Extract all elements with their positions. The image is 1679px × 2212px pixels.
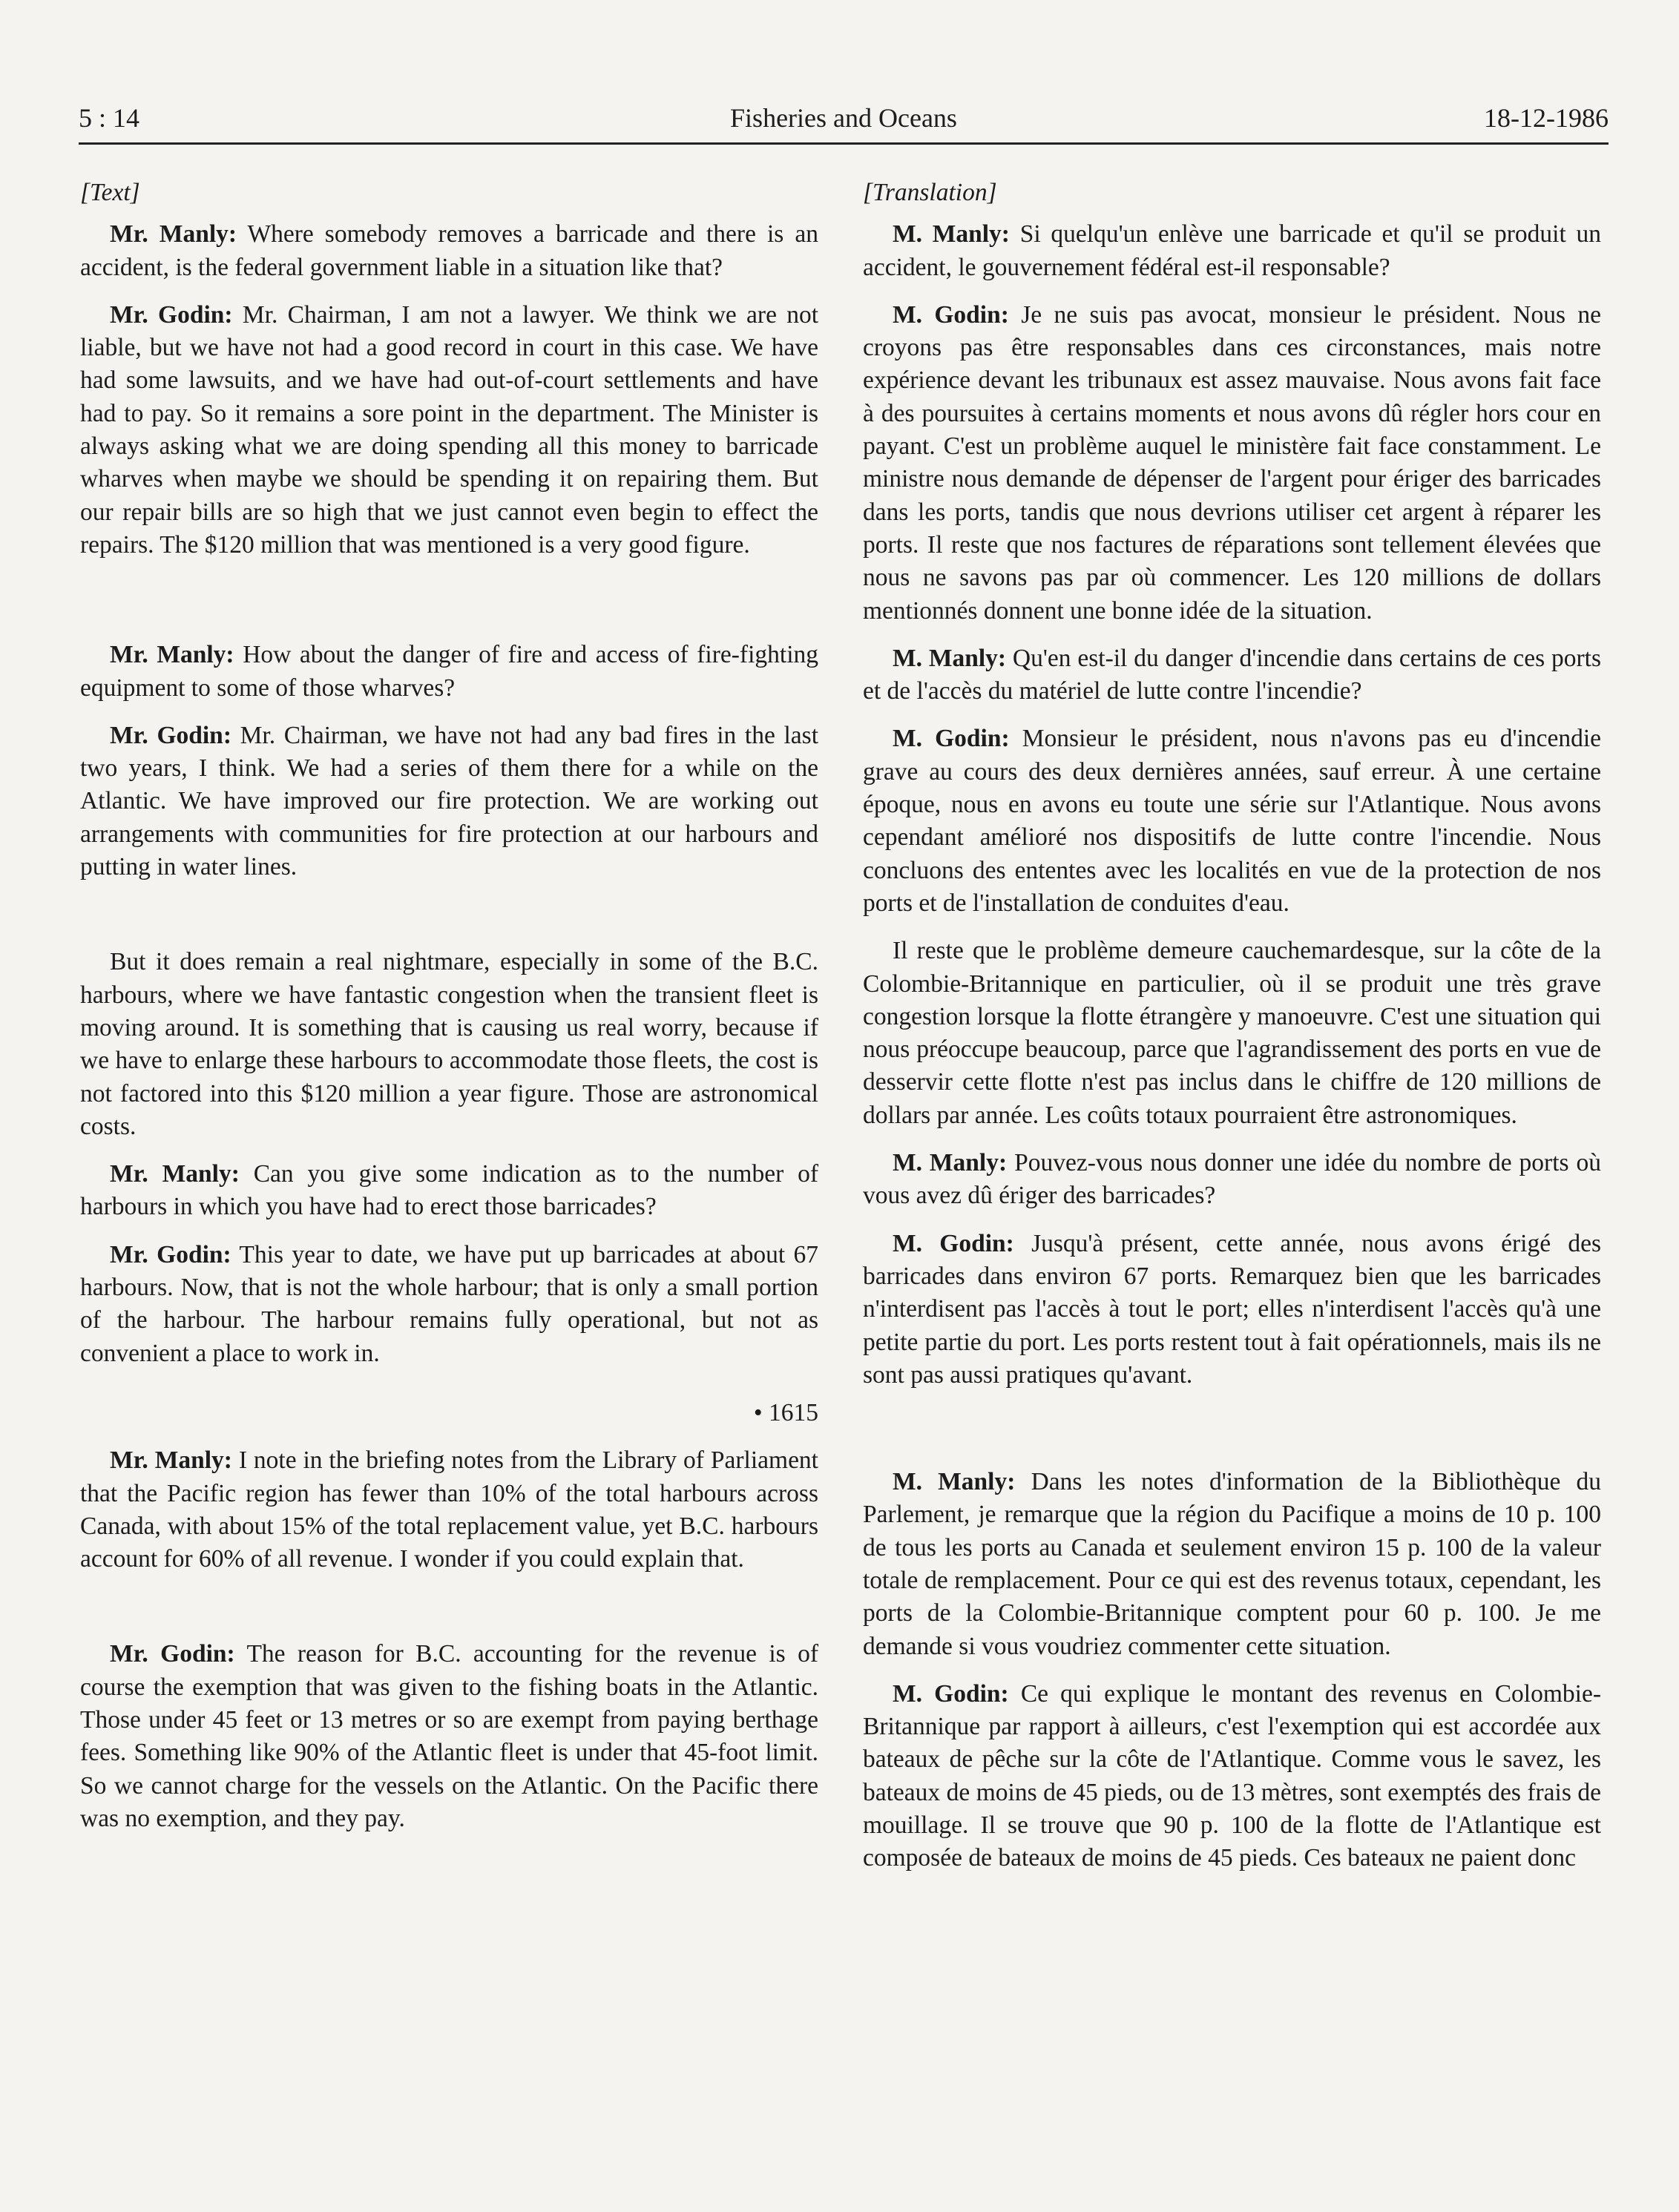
french-column xyxy=(863,177,1601,1875)
paragraph-text: Mr. Chairman, we have not had any bad fires in the last two years, I think. We had a series of them there for a while on the Atlantic. We have improved our fire protection. We are working out arrangements with communities for fire protection at our harbours and putting in water lines. xyxy=(80,721,818,881)
english-column xyxy=(80,177,818,1835)
speaker-name: Mr. Godin: xyxy=(110,1640,235,1668)
paragraph-text: Pouvez-vous nous donner une idée du nombre de ports où vous avez dû ériger des barricades? xyxy=(863,1149,1601,1210)
paragraph-text: Where somebody removes a barricade and there is an accident, is the federal government liable in a situation like that? xyxy=(80,220,818,281)
page-number: 5 : 14 xyxy=(79,103,140,133)
paragraph xyxy=(80,1158,818,1224)
speaker-name: M. Godin: xyxy=(893,1229,1014,1257)
paragraph-text: The reason for B.C. accounting for the revenue is of course the exemption that was given to the fishing boats in the Atlantic. Those under 45 feet or 13 metres or so are exempt from paying berthage fees. Something like 90% of the Atlantic fleet is under that 45-foot limit. So we cannot charge for the vessels on the Atlantic. On the Pacific there was no exemption, and they pay. xyxy=(80,1640,818,1832)
speaker-name: M. Godin: xyxy=(893,300,1009,329)
paragraph xyxy=(80,1444,818,1576)
speaker-name: Mr. Godin: xyxy=(110,300,233,329)
header-rule xyxy=(79,142,1609,145)
paragraph xyxy=(80,946,818,1143)
paragraph xyxy=(80,1638,818,1835)
paragraph xyxy=(80,299,818,562)
paragraph-text: Qu'en est-il du danger d'incendie dans certains de ces ports et de l'accès du matériel de lutte contre l'incendie? xyxy=(863,644,1601,705)
paragraph xyxy=(863,1678,1601,1875)
paragraph xyxy=(863,1147,1601,1213)
speaker-name: Mr. Godin: xyxy=(110,1240,231,1268)
paragraph xyxy=(80,218,818,284)
speaker-name: M. Godin: xyxy=(893,725,1010,753)
publication-title: Fisheries and Oceans xyxy=(730,103,957,133)
column-tag: [Text] xyxy=(80,179,140,206)
speaker-name: Mr. Godin: xyxy=(110,721,231,749)
page-header xyxy=(79,102,1609,144)
paragraph xyxy=(863,218,1601,284)
paragraph-text: Mr. Chairman, I am not a lawyer. We think we are not liable, but we have not had a good record in court in this case. We have had some lawsuits, and we have had out-of-court settlements and have had to pay. So it remains a sore point in the department. The Minister is always asking what we are doing spending all this money to barricade wharves when maybe we should be spending it on repairing them. But our repair bills are so high that we just cannot even begin to effect the repairs. The $120 million that was mentioned is a very good figure. xyxy=(80,300,819,559)
paragraph-text: Ce qui explique le montant des revenus en Colombie-Britannique par rapport à ailleurs, c'est l'exemption qui est accordée aux bateaux de pêche sur la côte de l'Atlantique. Comme vous le savez, les bateaux de moins de 45 pieds, ou de 13 mètres, sont exemptés des frais de mouillage. Il se trouve que 90 p. 100 de la flotte de l'Atlantique est composée de bateaux de moins de 45 pieds. Ces bateaux ne paient donc xyxy=(863,1679,1601,1872)
paragraph-text: Il reste que le problème demeure cauchemardesque, sur la côte de la Colombie-Britannique en particulier, où il se produit une très grave congestion lorsque la flotte étrangère y manoeuvre. C'est une situation qui nous préoccupe beaucoup, parce que l'agrandissement des ports en vue de desservir cette flotte n'est pas inclus dans le chiffre de 120 millions de dollars par année. Les coûts totaux pourraient être astronomiques. xyxy=(863,937,1601,1129)
paragraph-text: Je ne suis pas avocat, monsieur le président. Nous ne croyons pas être responsables dans ces circonstances, mais notre expérience devant les tribunaux est assez mauvaise. Nous avons fait face à des poursuites à certains moments et nous avons dû régler hors cour en payant. C'est un problème auquel le ministère fait face constamment. Le ministre nous demande de dépenser de l'argent pour ériger des barricades dans les ports, tandis que nous devrions utiliser cet argent à réparer les ports. Il reste que nos factures de réparations sont tellement élevées que nous ne savons pas par où commencer. Les 120 millions de dollars mentionnés donnent une bonne idée de la situation. xyxy=(863,300,1601,625)
paragraph xyxy=(80,1239,818,1370)
document-date: 18-12-1986 xyxy=(1484,103,1609,133)
speaker-name: M. Godin: xyxy=(893,1679,1009,1708)
paragraph xyxy=(863,722,1601,920)
speaker-name: Mr. Manly: xyxy=(110,641,234,669)
paragraph-text: How about the danger of fire and access of fire-fighting equipment to some of those wharves? xyxy=(80,641,818,702)
speaker-name: Mr. Manly: xyxy=(110,1160,240,1188)
speaker-name: M. Manly: xyxy=(893,220,1010,248)
paragraph-text: Jusqu'à présent, cette année, nous avons érigé des barricades dans environ 67 ports. Remarquez bien que les barricades n'interdisent pas l'accès à tout le port; elles n'interdisent l'accès qu'à une petite partie du port. Les ports restent tout à fait opérationnels, mais ils ne sont pas aussi pratiques qu'avant. xyxy=(863,1229,1602,1389)
paragraph-text: But it does remain a real nightmare, especially in some of the B.C. harbours, where we have fantastic congestion when the transient fleet is moving around. It is something that is causing us real worry, because if we have to enlarge these harbours to accommodate those fleets, the cost is not factored into this $120 million a year figure. Those are astronomical costs. xyxy=(80,948,818,1140)
paragraph xyxy=(80,639,818,705)
column-tag: [Translation] xyxy=(863,179,997,206)
paragraph xyxy=(863,299,1601,628)
paragraph-text: Si quelqu'un enlève une barricade et qu'il se produit un accident, le gouvernement fédéral est-il responsable? xyxy=(863,220,1601,281)
speaker-name: M. Manly: xyxy=(893,644,1007,672)
paragraph xyxy=(863,1228,1601,1392)
paragraph-text: I note in the briefing notes from the Library of Parliament that the Pacific region has fewer than 10% of the total harbours across Canada, with about 15% of the total replacement value, yet B.C. harbours account for 60% of all revenue. I wonder if you could explain that. xyxy=(80,1446,818,1573)
speaker-name: M. Manly: xyxy=(893,1468,1016,1496)
paragraph xyxy=(863,935,1601,1132)
speaker-name: Mr. Manly: xyxy=(110,220,237,248)
speaker-name: Mr. Manly: xyxy=(110,1446,232,1475)
paragraph xyxy=(80,720,818,883)
timestamp: • 1615 xyxy=(753,1398,818,1426)
paragraph xyxy=(863,642,1601,708)
paragraph xyxy=(863,1466,1601,1663)
speaker-name: M. Manly: xyxy=(893,1149,1008,1177)
paragraph-text: Can you give some indication as to the number of harbours in which you have had to erect those barricades? xyxy=(80,1160,818,1221)
paragraph-text: Monsieur le président, nous n'avons pas eu d'incendie grave au cours des deux dernières années, sauf erreur. À une certaine époque, nous en avons eu toute une série sur l'Atlantique. Nous avons cependant amélioré nos dispositifs de lutte contre l'incendie. Nous concluons des ententes avec les localités en vue de la protection de nos ports et de l'installation de conduites d'eau. xyxy=(863,725,1602,917)
paragraph-text: Dans les notes d'information de la Bibliothèque du Parlement, je remarque que la région du Pacifique a moins de 10 p. 100 de tous les ports au Canada et seulement environ 15 p. 100 de la valeur totale de remplacement. Pour ce qui est des revenus totaux, cependant, les ports de la Colombie-Britannique comptent pour 60 p. 100. Je me demande si vous voudriez commenter cette situation. xyxy=(863,1468,1602,1660)
paragraph-text: This year to date, we have put up barricades at about 67 harbours. Now, that is not the whole harbour; that is only a small portion of the harbour. The harbour remains fully operational, but not as convenient a place to work in. xyxy=(80,1240,818,1367)
